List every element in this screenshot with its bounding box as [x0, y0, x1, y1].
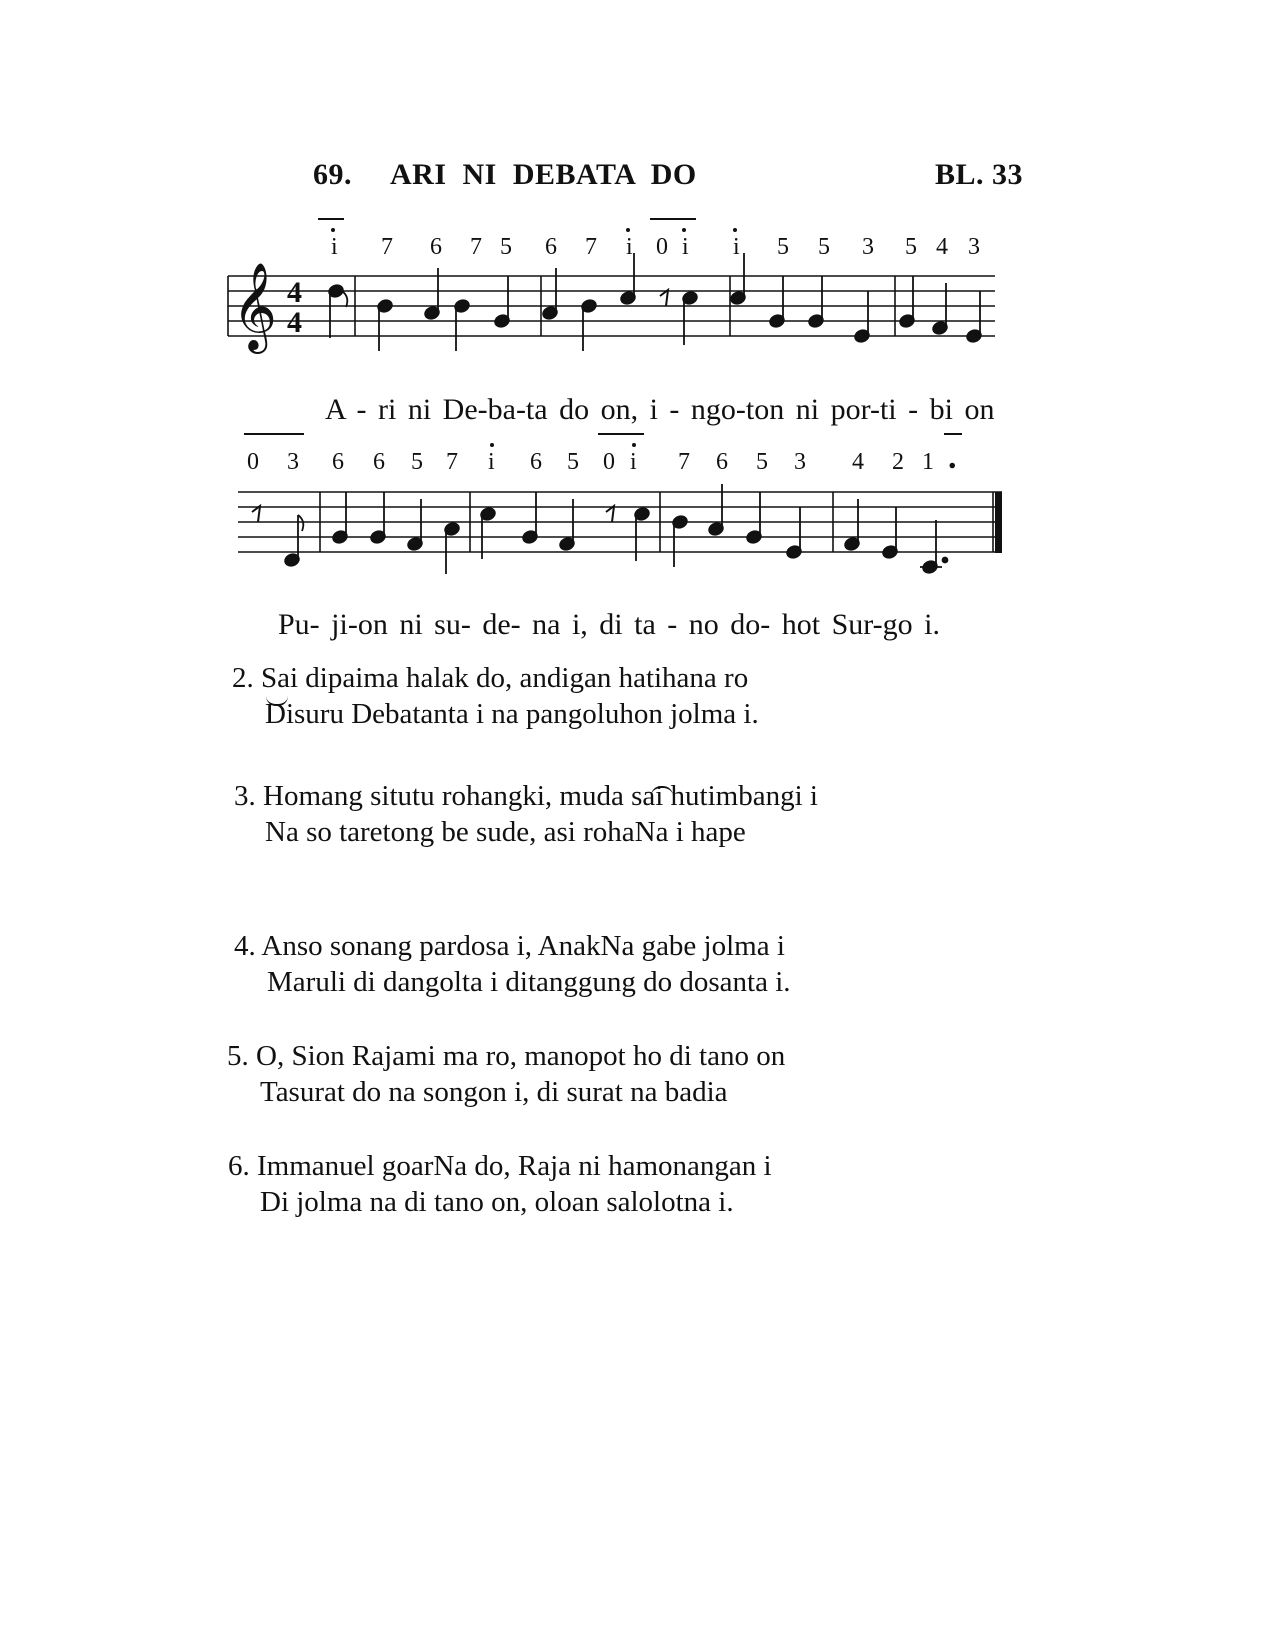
cipher-digit: 6: [332, 449, 344, 475]
cipher-digit: 1: [922, 449, 934, 475]
cipher-digit: i: [488, 449, 495, 475]
hymn-number: 69.: [313, 158, 352, 191]
cipher-digit: 0: [603, 449, 615, 475]
lyrics-line-1: A - ri ni De-ba-ta do on, i - ngo-ton ni por-ti - bi on: [325, 393, 995, 426]
verse-5: [227, 1038, 785, 1110]
verse-2: [232, 660, 759, 732]
cipher-digit: 4: [936, 234, 948, 260]
hymn-title: ARI NI DEBATA DO: [390, 158, 697, 191]
cipher-digit: 6: [373, 449, 385, 475]
cipher-digit: 6: [545, 234, 557, 260]
time-signature-top: 4: [287, 276, 302, 309]
cipher-digit: 6: [716, 449, 728, 475]
final-barline: [995, 492, 1002, 553]
cipher-digit: 3: [862, 234, 874, 260]
time-signature-bottom: 4: [287, 306, 302, 339]
cipher-digit: 7: [470, 234, 482, 260]
cipher-digit: 0: [247, 449, 259, 475]
cipher-digit: 4: [852, 449, 864, 475]
verse-number: 6.: [228, 1150, 250, 1182]
cipher-digit: 7: [381, 234, 393, 260]
cipher-digit: 6: [530, 449, 542, 475]
cipher-digit: i: [733, 234, 740, 260]
verse-number: 5.: [227, 1040, 249, 1072]
verse-line-1: Homang situtu rohangki, muda sai hutimbangi i: [263, 780, 818, 812]
verse-line-2: Tasurat do na songon i, di surat na badia: [260, 1076, 728, 1108]
cipher-digit: 5: [777, 234, 789, 260]
cipher-digit: .: [948, 439, 957, 476]
verse-6: [228, 1148, 772, 1220]
eighth-rest-icon: [252, 506, 260, 522]
verse-line-2: Maruli di dangolta i ditanggung do dosanta i.: [267, 966, 791, 998]
verse-line-2: Disuru Debatanta i na pangoluhon jolma i.: [265, 698, 759, 730]
cipher-digit: 7: [678, 449, 690, 475]
verse-line-1: Anso sonang pardosa i, AnakNa gabe jolma i: [261, 930, 785, 962]
cipher-digit: 5: [818, 234, 830, 260]
cipher-digit: 5: [567, 449, 579, 475]
cipher-digit: i: [682, 234, 689, 260]
verse-line-1: Immanuel goarNa do, Raja ni hamonangan i: [257, 1150, 772, 1182]
verse-line-2: Di jolma na di tano on, oloan salolotna i.: [260, 1186, 734, 1218]
verse-number: 4.: [234, 930, 256, 962]
verse-3: [234, 778, 818, 850]
verse-line-1: O, Sion Rajami ma ro, manopot ho di tano on: [256, 1040, 786, 1072]
cipher-digit: 7: [446, 449, 458, 475]
hymn-reference: BL. 33: [935, 158, 1024, 191]
cipher-digit: 5: [905, 234, 917, 260]
cipher-digit: 5: [500, 234, 512, 260]
cipher-digit: i: [331, 234, 338, 260]
cipher-digit: 3: [794, 449, 806, 475]
cipher-digit: 3: [287, 449, 299, 475]
verse-number: 3.: [234, 780, 256, 812]
verse-line-2: Na so taretong be sude, asi rohaNa i hape: [265, 816, 746, 848]
verse-line-1: Sai dipaima halak do, andigan hatihana ro: [261, 662, 749, 694]
cipher-digit: i: [626, 234, 633, 260]
cipher-digit: i: [630, 449, 637, 475]
cipher-digit: 3: [968, 234, 980, 260]
lyrics-line-2: Pu- ji-on ni su- de- na i, di ta - no do- hot Sur-go i.: [278, 608, 940, 641]
cipher-digit: 7: [585, 234, 597, 260]
cipher-digit: 5: [756, 449, 768, 475]
cipher-digit: 6: [430, 234, 442, 260]
cipher-digit: 0: [656, 234, 668, 260]
cipher-digit: 2: [892, 449, 904, 475]
eighth-rest-icon: [606, 506, 614, 522]
verse-4: [234, 928, 791, 1000]
verse-number: 2.: [232, 662, 254, 694]
cipher-digit: 5: [411, 449, 423, 475]
treble-clef-icon: 𝄞: [232, 261, 277, 350]
